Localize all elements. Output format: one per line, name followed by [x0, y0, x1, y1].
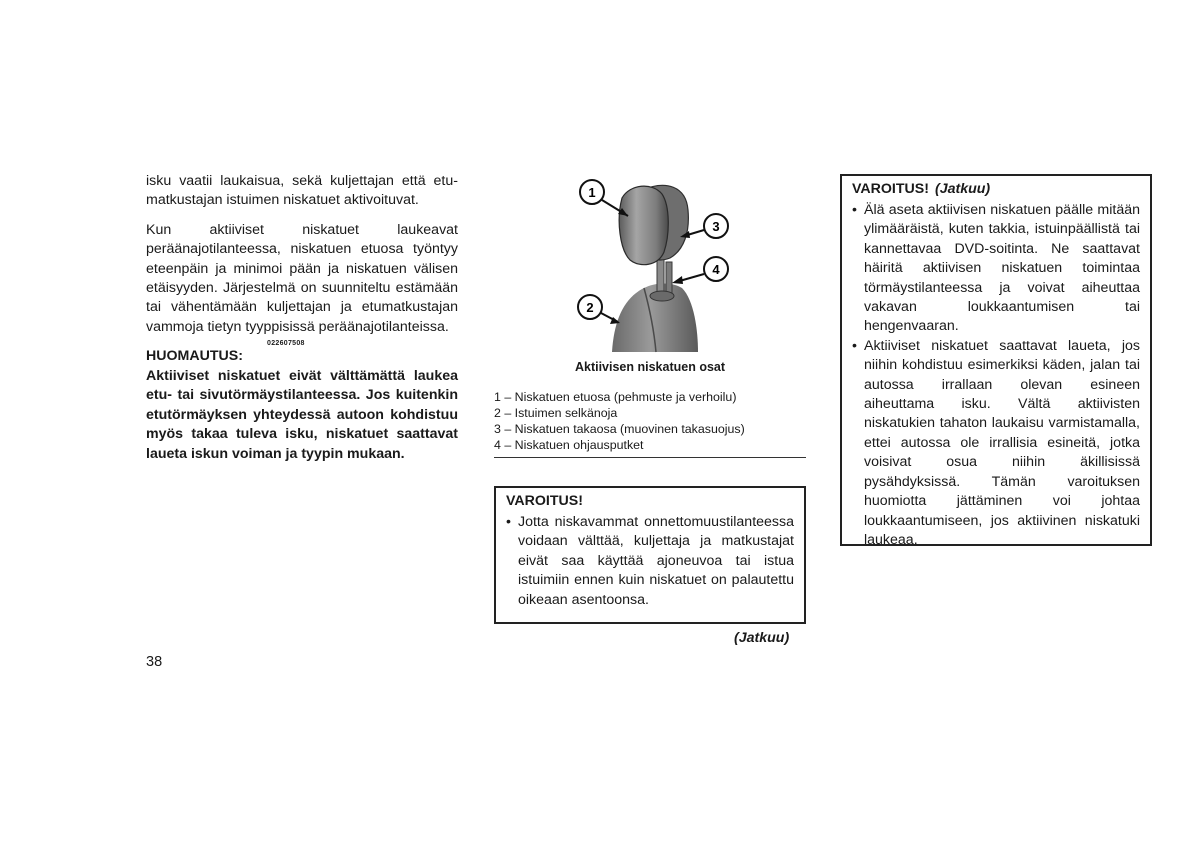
figure-area — [494, 170, 806, 355]
headrest-front — [619, 186, 668, 265]
warning-1-item: • Jotta niskavammat onnettomuustilanteessa voidaan välttää, kuljettaja ja matkustajat eivät saa käyttää ajoneuvoa tai istua istuimiin ennen kuin niskatuet on palautettu oikeaan asentoonsa. — [506, 513, 794, 610]
warning-2-title — [852, 181, 1140, 197]
callout-1-label: 1 — [588, 185, 596, 200]
warning-2-title-continued: (Jatkuu) — [934, 181, 991, 197]
figure-code: 022607508 — [267, 340, 305, 347]
figure-caption: Aktiivisen niskatuen osat — [574, 360, 726, 374]
warning-2-title-text: VAROITUS! — [852, 181, 929, 197]
note-body: Aktiiviset niskatuet eivät välttämättä laukea etu- tai sivutörmäystilanteessa. Jos kuitenkin etutörmäyksen yhteydessä autoon kohdistuu myös takaa tuleva isku, niskatuet saattavat laueta iskun voiman ja tyypin mukaan. — [146, 367, 458, 463]
legend-item-3: 3 – Niskatuen takaosa (muovinen takasuojus) — [494, 422, 745, 436]
left-column — [146, 172, 458, 465]
warning-2-item-1: • Älä aseta aktiivisen niskatuen päälle mitään ylimääräistä, kuten takkia, istuinpäällistä tai kannettavaa DVD-soitinta. Ne saattavat häiritä aktiivisen niskatuen toimintaa törmäystilanteessa ja voivat aiheuttaa vakavan loukkaantumisen tai hengenvaaran. — [852, 201, 1140, 337]
headrest-drawing — [494, 170, 806, 355]
callout-4-label: 4 — [712, 262, 720, 277]
headrest-illustration — [494, 170, 806, 355]
paragraph-2: Kun aktiiviset niskatuet laukeavat peräänajotilanteessa, niskatuen etuosa työntyy eteenpäin ja minimoi pään ja niskatuen välisen etäisyyden. Järjestelmä on suunniteltu estämään tai vähentämään kuljettajan ja etumatkustajan vammoja tietyn tyyppisissä peräänajotilanteissa. — [146, 221, 458, 335]
warning-box-1 — [494, 486, 806, 624]
warning-1-title: VAROITUS! — [506, 493, 583, 509]
page-number: 38 — [146, 654, 163, 670]
paragraph-1: isku vaatii laukaisua, sekä kuljettajan että etu-matkustajan istuimen niskatuet aktivoituvat. — [146, 173, 458, 209]
callout-3-label: 3 — [712, 219, 720, 234]
continued-label: (Jatkuu) — [734, 630, 790, 646]
legend-item-2: 2 – Istuimen selkänoja — [494, 406, 618, 420]
legend-item-1: 1 – Niskatuen etuosa (pehmuste ja verhoilu) — [494, 390, 737, 404]
legend-item-4: 4 – Niskatuen ohjausputket — [494, 438, 644, 452]
figure-legend — [494, 389, 806, 453]
callout-2-label: 2 — [586, 300, 594, 315]
warning-2-item-2: • Aktiiviset niskatuet saattavat laueta, jos niihin kohdistuu esimerkiksi käden, jalan tai autossa irrallaan olevan esineen aiheuttama isku. Vältä aktiivisten niskatukien tahaton laukaisu varmistamalla, ettei autossa ole irrallisia esineitä, jotka voisivat osua niihin äkillisissä pysähdyksissä. Tämän varoituksen huomiotta jättäminen voi johtaa loukkaantumiseen, jos aktiivinen niskatuki laukeaa. — [852, 337, 1140, 550]
legend-divider — [494, 457, 806, 458]
note-title: HUOMAUTUS: — [146, 348, 243, 365]
guide-tube — [657, 258, 664, 296]
warning-box-2 — [840, 174, 1152, 546]
